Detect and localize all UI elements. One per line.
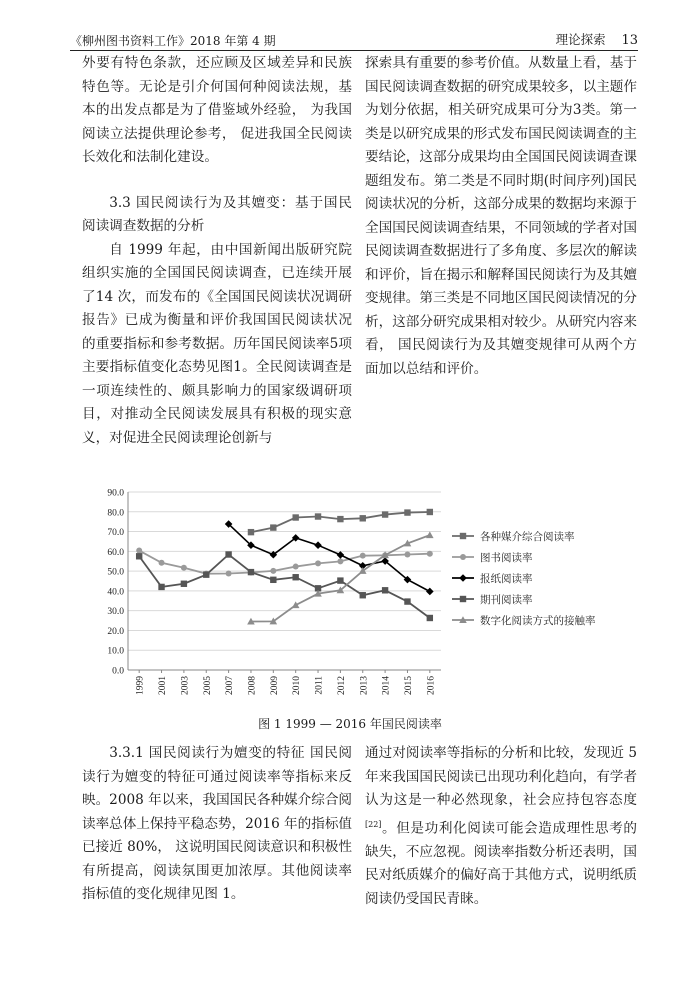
data-point [226,570,232,576]
paragraph: 探索具有重要的参考价值。从数量上看，基于国民阅读调查数据的研究成果较多，以主题作为划分依据，相关研究成果可分为3类。第一类是以研究成果的形式发布国民阅读调查的主要结论，这部分成果均由全国国民阅读调查课题组发布。第二类是不同时期(时间序列)国民阅读状况的分析，这部分成果的数据均来源于全国国民阅读调查结果，不同领域的学者对国民阅读调查数据进行了多角度、多层次的解读和评价，旨在揭示和解释国民阅读行为及其嬗变规律。第三类是不同地区国民阅读情况的分析，这部分研究成果相对较少。从研究内容来看， 国民阅读行为及其嬗变规律可从两个方面加以总结和评价。 [365,55,637,377]
data-point [181,565,187,571]
y-tick-label: 30.0 [107,607,124,618]
data-point [360,592,366,598]
x-tick-label: 2016 [426,676,437,695]
legend-label: 图书阅读率 [480,552,533,564]
x-tick-label: 2011 [314,676,325,695]
data-point [404,598,410,604]
data-point [136,548,142,554]
legend-label: 期刊阅读率 [480,594,533,606]
legend-label: 各种媒介综合阅读率 [480,531,575,543]
data-point [292,514,298,520]
legend-marker [460,533,466,539]
data-point [292,574,298,580]
data-point [382,511,388,517]
data-point [158,584,164,590]
legend-marker [460,554,466,560]
data-point [181,581,187,587]
data-point [404,509,410,515]
column-left-bottom [82,742,352,907]
data-point [270,568,276,574]
x-tick-label: 2012 [336,676,347,695]
y-tick-label: 60.0 [107,547,124,558]
data-point [270,577,276,583]
data-point [337,551,345,559]
y-tick-label: 10.0 [107,646,124,657]
data-point [225,551,231,557]
legend-marker [459,574,467,582]
data-point [337,516,343,522]
y-tick-label: 70.0 [107,528,124,539]
citation-ref: [22] [365,819,382,829]
data-point [360,515,366,521]
x-tick-label: 2001 [158,676,169,695]
data-point [315,560,321,566]
paragraph: 3.3.1 国民阅读行为嬗变的特征 国民阅读行为嬗变的特征可通过阅读率等指标来反映。2008 年以来，我国国民各种媒介综合阅读率总体上保持平稳态势，2016 年的指标值已接近 80%， 这说明国民阅读意识和积极性有所提高，阅读氛围更加浓厚。其他阅读率指标值的变化规律见图 1。 [82,745,353,902]
data-point [404,551,410,557]
data-point [315,513,321,519]
data-point [248,529,254,535]
x-tick-label: 2014 [381,676,392,695]
data-point [203,571,209,577]
x-tick-label: 2013 [359,676,370,695]
data-point [337,577,343,583]
data-point [382,587,388,593]
x-tick-label: 1999 [135,676,146,695]
legend-label: 报纸阅读率 [480,573,533,585]
y-tick-label: 40.0 [107,587,124,598]
y-tick-label: 80.0 [107,508,124,519]
legend-label: 数字化阅读方式的接触率 [480,615,596,627]
data-point [159,560,165,566]
header-right [556,30,638,48]
x-tick-label: 2005 [202,676,213,695]
running-header [70,30,638,51]
section-heading: 3.3 国民阅读行为及其嬗变：基于国民阅读调查数据的分析 [82,194,352,234]
column-right-bottom [365,742,637,911]
column-left-top [82,52,352,450]
paragraph: 外要有特色条款，还应顾及区域差异和民族特色等。无论是引介何国何种阅读法规，基本的出发点都是为了借鉴域外经验， 为我国阅读立法提供理论参考， 促进我国全民阅读长效化和法制化建设。 [82,55,352,165]
legend-marker [460,596,466,602]
data-point [293,564,299,570]
page-number: 13 [621,33,638,48]
x-tick-label: 2015 [403,676,414,695]
data-point [360,553,366,559]
figure-caption: 图 1 1999 — 2016 年国民阅读率 [258,717,442,731]
data-point [337,558,343,564]
y-tick-label: 0.0 [112,666,124,677]
data-point [314,541,322,549]
data-point [270,524,276,530]
column-right-top [365,52,637,381]
figure-1-chart [96,476,608,726]
x-tick-label: 2009 [269,676,280,695]
data-point [427,509,433,515]
data-point [427,615,433,621]
x-tick-label: 2007 [225,676,236,695]
paragraph-text: 通过对阅读率等指标的分析和比较，发现近 5 年来我国国民阅读已出现功利化趋向，有学者认为这是一种必然现象，社会应持包容态度 [365,745,637,808]
series-line-3 [229,524,430,591]
y-tick-label: 50.0 [107,567,124,578]
x-tick-label: 2010 [292,676,303,695]
data-point [426,531,434,538]
paragraph-text: 。但是功利化阅读可能会造成理性思考的缺失，不应忽视。阅读率指数分析还表明，国民对纸质媒介的偏好高于其他方式，说明纸质阅读仍受国民青睐。 [365,820,637,907]
data-point [426,588,434,596]
section-name: 理论探索 [555,32,606,47]
data-point [427,551,433,557]
data-point [248,569,254,575]
line-chart [96,476,608,726]
data-point [136,553,142,559]
y-tick-label: 90.0 [107,488,124,499]
y-tick-label: 20.0 [107,626,124,637]
journal-info: 《柳州图书资料工作》2018 年第 4 期 [70,34,276,48]
x-tick-label: 2003 [180,676,191,695]
paragraph: 自 1999 年起，由中国新闻出版研究院组织实施的全国国民阅读调查，已连续开展了14 次，而发布的《全国国民阅读状况调研报告》已成为衡量和评价我国国民阅读状况的重要指标和参考数据。历年国民阅读率5项主要指标值变化态势见图1。全民阅读调查是一项连续性的、颇具影响力的国家级调研项目，对推动全民阅读发展具有积极的现实意义，对促进全民阅读理论创新与 [82,241,352,446]
paragraph [365,742,637,911]
x-tick-label: 2008 [247,676,258,695]
